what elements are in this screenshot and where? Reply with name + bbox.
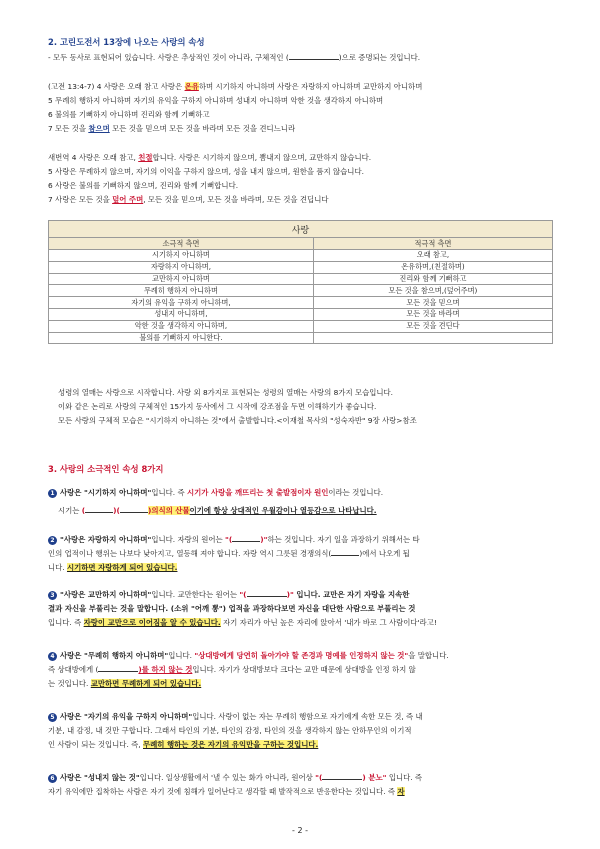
verse-text: , 모든 것을 믿으며, 모든 것을 바라며, 모든 것을 견딥니다: [143, 195, 329, 204]
point-6-line-2: [48, 787, 600, 797]
point-4-line-2: [48, 665, 600, 675]
negative-cell: 불의를 기뻐하지 아니한다.: [49, 332, 314, 344]
point-text: 입니다. 일상생활에서 '낼 수 있는 화가 아니라, 원어상: [139, 773, 316, 782]
point-5-line-3: [48, 740, 600, 750]
point-title: 사랑은 "무례히 행하지 아니하며": [60, 651, 169, 660]
point-text: 입니다. 자기가 상대방보다 크다는 교만 때문에 상대방을 인정 하지 않: [192, 665, 416, 674]
number-badge: 6: [48, 774, 57, 783]
positive-cell: 온유하며,(친절하며): [313, 261, 552, 273]
table-row: [49, 332, 553, 344]
section-2-intro: [48, 53, 600, 63]
verse-text: 모든 것을 믿으며 모든 것을 바라며 모든 것을 견디느니라: [109, 124, 296, 133]
point-emphasis: 무례히 행하는 것은 자기의 유익만을 구하는 것입니다.: [142, 740, 319, 749]
point-emphasis: )의식의 산물: [147, 506, 190, 515]
point-emphasis: 시기가 사랑을 깨뜨리는 첫 출발점이자 원인: [187, 488, 329, 497]
page-number: - 2 -: [292, 826, 308, 835]
emphasis-word: 덮어 주며: [112, 195, 144, 204]
point-text: 입니다. 즉: [48, 618, 84, 627]
point-emphasis: )를 하지 않는 것: [138, 665, 193, 674]
ref2-line-3: 6 사랑은 불의를 기뻐하지 않으며, 진리와 함께 기뻐합니다.: [48, 181, 239, 190]
emphasis-word: 온유: [184, 82, 199, 91]
note-line-2: 이와 같은 논리로 사랑의 구체적인 15가지 동사에서 그 시작에 강조점을 두면 이해하기가 좋습니다.: [58, 402, 377, 411]
point-2-line-3: [48, 563, 600, 573]
point-3-line-3: [48, 618, 600, 628]
point-title: "사랑은 자랑하지 아니하며": [60, 535, 152, 544]
emphasis-word: 참으며: [88, 124, 110, 133]
column-header-positive: 적극적 측면: [313, 238, 552, 250]
point-text: 시기는: [58, 506, 82, 515]
ref1-line-3: 6 불의를 기뻐하지 아니하며 진리와 함께 기뻐하고: [48, 110, 210, 119]
table-row: [49, 297, 553, 309]
emphasis-word: 친절: [138, 153, 153, 162]
point-text: 자기 유익에만 집착하는 사람은 자기 것에 침해가 일어난다고 생각할 때 발작적으로 반응한다는 것입니다. 즉: [48, 787, 398, 796]
negative-cell: 성내지 아니하며,: [49, 308, 314, 320]
point-emphasis: "상대방에게 당연히 돌아가야 할 존경과 명예를 인정하지 않는 것": [194, 651, 409, 660]
point-emphasis: 자랑이 교만으로 이어짐을 알 수 있습니다.: [83, 618, 221, 627]
positive-cell: 모든 것을 믿으며: [313, 297, 552, 309]
point-emphasis: 자: [397, 787, 405, 796]
point-text: 을 말합니다.: [408, 651, 449, 660]
negative-cell: 자랑하지 아니하며,: [49, 261, 314, 273]
point-emphasis: 시기하면 자랑하게 되어 있습니다.: [66, 563, 178, 572]
ref2-line-2: 5 사랑은 무례하지 않으며, 자기의 이익을 구하지 않으며, 성을 내지 않으며, 원한을 품지 않습니다.: [48, 167, 364, 176]
section-2-heading: 2. 고린도전서 13장에 나오는 사랑의 속성: [48, 37, 205, 47]
point-text: "(: [225, 535, 233, 544]
point-text: )": [286, 590, 294, 599]
ref2-line-1: [48, 153, 600, 163]
column-header-negative: 소극적 측면: [49, 238, 314, 250]
point-emphasis: ) 분노": [362, 773, 387, 782]
point-text: 입니다. 즉: [386, 773, 423, 782]
negative-cell: 악한 것을 생각하지 아니하며,: [49, 320, 314, 332]
point-text: 인 사람이 되는 것입니다. 즉,: [48, 740, 143, 749]
number-badge: 1: [48, 489, 57, 498]
ref1-line-4: [48, 124, 600, 134]
point-text: 는 것입니다.: [48, 679, 91, 688]
point-emphasis: 이기에 항상 상대적인 우월감이나 열등감으로 나타납니다.: [189, 506, 377, 515]
verse-text: 7 사랑은 모든 것을: [48, 195, 113, 204]
point-text: 즉 상대방에게 (: [48, 665, 99, 674]
fill-blank: [247, 596, 287, 597]
positive-cell: 모든 것을 바라며: [313, 308, 552, 320]
point-4-line-3: [48, 679, 600, 689]
verse-text: 새번역 4 사랑은 오래 참고,: [48, 153, 139, 162]
note-line-3: 모든 사랑의 구체적 모습은 "시기하지 아니하는 것"에서 출발합니다.<이재철 목사의 "성숙자반" 9장 사랑>참조: [58, 416, 417, 425]
negative-cell: 자기의 유익을 구하지 아니하며,: [49, 297, 314, 309]
negative-cell: 무례히 행하지 아니하며: [49, 285, 314, 297]
verse-text: (고전 13:4-7) 4 사랑은 오래 참고 사랑은: [48, 82, 185, 91]
point-4-line-1: [48, 651, 600, 661]
ref1-line-2: 5 무례히 행하지 아니하며 자기의 유익을 구하지 아니하며 성내지 아니하며 악한 것을 생각하지 아니하며: [48, 96, 384, 105]
table-row: [49, 308, 553, 320]
table-row: [49, 250, 553, 262]
point-text: 인의 업적이나 행위는 나보다 낮아지고, 열등해 져야 합니다. 자랑 역시 그릇된 경쟁의식(: [48, 549, 332, 558]
point-3-line-1: [48, 590, 600, 600]
point-title: 사랑은 "시기하지 아니하며": [60, 488, 152, 497]
point-text: (: [81, 506, 86, 515]
negative-cell: 시기하지 아니하며: [49, 250, 314, 262]
point-text: )에서 나오게 됩: [359, 549, 410, 558]
point-text: )": [260, 535, 268, 544]
number-badge: 4: [48, 652, 57, 661]
point-text: "(: [239, 590, 247, 599]
point-emphasis: 교만하면 무례하게 되어 있습니다.: [90, 679, 202, 688]
verse-text: 합니다. 사랑은 시기하지 않으며, 뽐내지 않으며, 교만하지 않습니다.: [152, 153, 372, 162]
point-5-line-2: 기분, 내 감정, 내 것만 구합니다. 그래서 타인의 기분, 타인의 감정, 타인의 것을 생각하지 않는 안하무인의 이기적: [48, 726, 412, 735]
point-5-line-1: [48, 712, 600, 722]
verse-text: 하며 시기하지 아니하며 사랑은 자랑하지 아니하며 교만하지 아니하며: [198, 82, 423, 91]
point-text: 입니다.: [168, 651, 195, 660]
positive-cell: [313, 332, 552, 344]
point-1-line-2: [58, 506, 600, 516]
point-text: "(: [315, 773, 323, 782]
point-3-line-2: 결과 자신을 부풀리는 것을 말합니다. (소위 "어깨 뽕") 업적을 과장하다보면 자신을 대단한 사람으로 부풀리는 것: [48, 604, 416, 613]
point-title: 사랑은 "자기의 유익을 구하지 아니하며": [60, 712, 193, 721]
table-row: [49, 285, 553, 297]
fill-blank: [98, 671, 138, 672]
point-2-line-2: [48, 549, 600, 559]
point-text: 하는 것입니다. 자기 일을 과장하기 위해서는 타: [267, 535, 420, 544]
fill-blank: [85, 512, 113, 513]
point-text: 입니다. 교만한다는 원어는: [151, 590, 240, 599]
fill-blank: [120, 512, 148, 513]
love-table: [48, 220, 553, 344]
fill-blank: [232, 541, 260, 542]
fill-blank: [289, 59, 339, 60]
table-row: [49, 320, 553, 332]
point-text: 니다.: [48, 563, 67, 572]
point-title: "사랑은 교만하지 아니하며": [60, 590, 152, 599]
table-row: [49, 273, 553, 285]
section-3-heading: 3. 사랑의 소극적인 속성 8가지: [48, 464, 164, 474]
point-text: 입니다. 즉: [151, 488, 187, 497]
point-6-line-1: [48, 773, 600, 783]
table-row: [49, 261, 553, 273]
point-text: )(: [113, 506, 120, 515]
verse-text: 7 모든 것을: [48, 124, 89, 133]
point-2-line-1: [48, 535, 600, 545]
note-line-1: 성령의 열매는 사랑으로 시작합니다. 사랑 외 8가지로 표현되는 성령의 열매는 사랑의 8가지 모습입니다.: [58, 388, 394, 397]
fill-blank: [322, 779, 362, 780]
negative-cell: 교만하지 아니하며: [49, 273, 314, 285]
point-emphasis: 입니다. 교만은 자기 자랑을 지속한: [293, 590, 410, 599]
fill-blank: [331, 555, 359, 556]
point-1-line-1: [48, 488, 600, 498]
positive-cell: 모든 것을 참으며,(덮어주며): [313, 285, 552, 297]
ref1-line-1: [48, 82, 600, 92]
point-text: 입니다. 자랑의 원어는: [151, 535, 226, 544]
intro-text: - 모두 동사로 표현되어 있습니다. 사랑은 추상적인 것이 아니라, 구체적인 (: [48, 53, 289, 62]
positive-cell: 진리와 함께 기뻐하고: [313, 273, 552, 285]
table-title: 사랑: [49, 221, 553, 238]
positive-cell: 오래 참고,: [313, 250, 552, 262]
number-badge: 2: [48, 536, 57, 545]
point-title: 사랑은 "성내지 않는 것": [60, 773, 140, 782]
number-badge: 3: [48, 591, 57, 600]
intro-text-end: )으로 증명되는 것입니다.: [338, 53, 421, 62]
point-text: 자기 자리가 아닌 높은 자리에 앉아서 '내가 바로 그 사람이다'라고!: [220, 618, 437, 627]
ref2-line-4: [48, 195, 600, 205]
point-text: 입니다. 사랑이 없는 자는 무례히 행함으로 자기에게 속한 모든 것, 즉 내: [192, 712, 423, 721]
point-text: 이라는 것입니다.: [328, 488, 384, 497]
number-badge: 5: [48, 713, 57, 722]
positive-cell: 모든 것을 견딘다: [313, 320, 552, 332]
